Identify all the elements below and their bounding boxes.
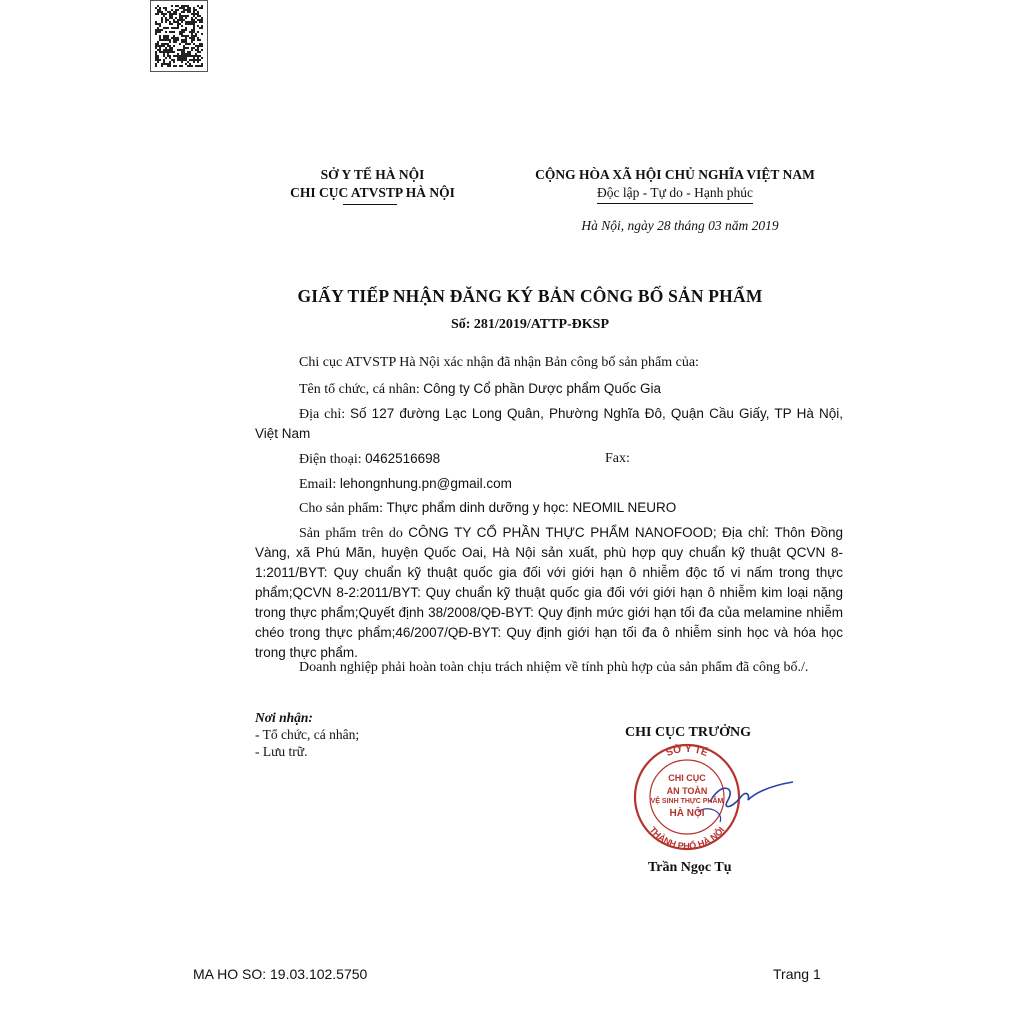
stamp-line-4: HÀ NỘI <box>669 808 705 819</box>
address-para <box>255 404 843 444</box>
recipient-item: - Tổ chức, cá nhân; <box>255 727 360 742</box>
address-value: Số 127 đường Lạc Long Quân, Phường Nghĩa Đô, Quận Cầu Giấy, TP Hà Nội, Việt Nam <box>255 406 843 441</box>
email-line <box>299 474 512 494</box>
recipient-item: - Lưu trữ. <box>255 744 308 759</box>
nation-header <box>505 166 845 204</box>
agency-line-2: CHI CỤC ATVSTP HÀ NỘI <box>290 185 455 200</box>
svg-text:THÀNH PHỐ HÀ NỘI <box>648 825 727 851</box>
phone-value: 0462516698 <box>365 451 441 466</box>
phone-line <box>299 449 440 469</box>
document-title: GIẤY TIẾP NHẬN ĐĂNG KÝ BẢN CÔNG BỐ SẢN PHẨM <box>297 286 763 306</box>
recipients-title: Nơi nhận: <box>255 710 313 725</box>
stamp-icon <box>628 742 808 852</box>
stamp-line-1: CHI CỤC <box>668 773 706 783</box>
qr-code-icon <box>155 5 203 67</box>
signer-position: CHI CỤC TRƯỞNG <box>625 725 752 740</box>
product-line <box>299 498 676 518</box>
responsibility-para: Doanh nghiệp phải hoàn toàn chịu trách nhiệm về tính phù hợp của sản phẩm đã công bố./. <box>299 660 809 675</box>
issue-date: Hà Nội, ngày 28 tháng 03 năm 2019 <box>581 218 779 233</box>
stamp-top-text: SỞ Y TẾ <box>664 743 710 760</box>
address-label: Địa chỉ: <box>299 407 351 422</box>
page-number: Trang 1 <box>773 966 821 982</box>
stamp-bottom-text: THÀNH PHỐ HÀ NỘI <box>647 824 727 852</box>
official-stamp <box>628 742 746 852</box>
agency-header <box>250 166 495 202</box>
org-line <box>299 379 661 399</box>
org-label: Tên tổ chức, cá nhân: <box>299 382 424 397</box>
signer-name: Trần Ngọc Tụ <box>648 860 732 875</box>
product-value: Thực phẩm dinh dưỡng y học: NEOMIL NEURO <box>386 500 677 515</box>
document-number: Số: 281/2019/ATTP-ĐKSP <box>450 317 610 332</box>
email-value: lehongnhung.pn@gmail.com <box>339 476 512 491</box>
qr-code <box>150 0 208 72</box>
product-label: Cho sản phẩm: <box>299 501 387 516</box>
nation-motto: Độc lập - Tự do - Hạnh phúc <box>597 184 753 204</box>
org-value: Công ty Cổ phần Dược phẩm Quốc Gia <box>423 381 661 396</box>
email-label: Email: <box>299 477 340 492</box>
phone-label: Điện thoại: <box>299 452 366 467</box>
nation-line-1: CỘNG HÒA XÃ HỘI CHỦ NGHĨA VIỆT NAM <box>535 167 815 182</box>
product-para-lead: Sản phẩm trên do <box>299 526 409 541</box>
record-code: MA HO SO: 19.03.102.5750 <box>193 966 368 982</box>
product-paragraph <box>255 523 843 663</box>
stamp-line-2: AN TOÀN <box>666 786 708 796</box>
svg-text:SỞ Y TẾ <box>665 742 711 759</box>
agency-underline <box>343 204 397 205</box>
product-para-rest: CÔNG TY CỔ PHẦN THỰC PHẨM NANOFOOD; Địa chỉ: Thôn Đồng Vàng, xã Phú Mãn, huyện Quốc Oai, Hà Nội sản xuất, phù hợp quy chuẩn kỹ thuật QCVN 8-1:2011/BYT: Quy chuẩn kỹ thuật quốc gia đối với giới hạn ô nhiễm độc tố vi nấm trong thực phẩm;QCVN 8-2:2011/BYT: Quy chuẩn kỹ thuật quốc gia đối với giới hạn ô nhiễm kim loại nặng trong thực phẩm;Quyết định 38/2008/QĐ-BYT: Quy định mức giới hạn tối đa của melamine nhiễm chéo trong thực phẩm;46/2007/QĐ-BYT: Quy định giới hạn tối đa ô nhiễm sinh học và hóa học trong thực phẩm. <box>255 525 843 660</box>
agency-line-1: SỞ Y TẾ HÀ NỘI <box>320 167 425 182</box>
stamp-line-3: VỆ SINH THỰC PHẨM <box>650 798 724 805</box>
fax-label: Fax: <box>605 451 630 466</box>
intro-line: Chi cục ATVSTP Hà Nội xác nhận đã nhận Bản công bố sản phẩm của: <box>299 355 699 370</box>
